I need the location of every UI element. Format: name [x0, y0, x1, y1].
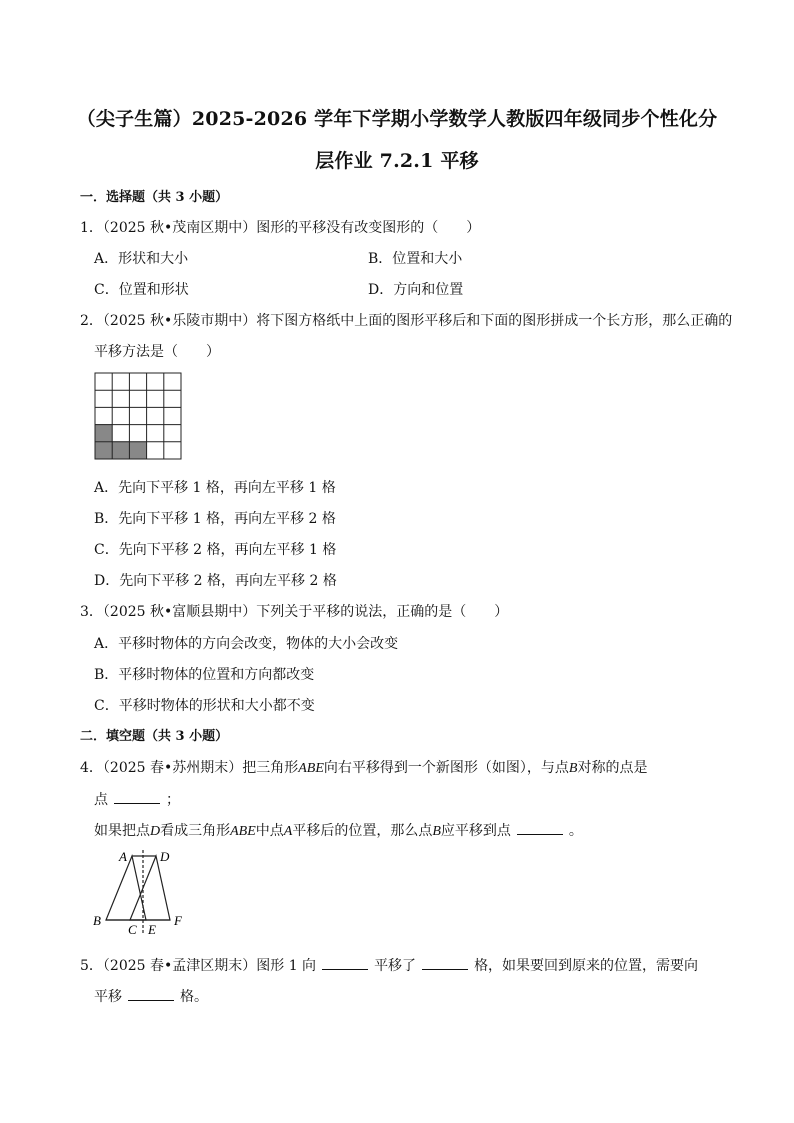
question-3-option-a: A．平移时物体的方向会改变，物体的大小会改变: [94, 636, 399, 652]
q4-text: 中点: [255, 823, 284, 839]
triangle-def-translated: [130, 856, 170, 920]
question-2-option-d: D．先向下平移 2 格，再向左平移 2 格: [94, 573, 337, 589]
question-1-stem: 1．（2025 秋•茂南区期中）图形的平移没有改变图形的（ ）: [80, 220, 481, 236]
question-2-option-c: C．先向下平移 2 格，再向左平移 1 格: [94, 542, 337, 558]
q4-point-name: A: [283, 824, 293, 839]
q4-text: ；: [166, 792, 180, 808]
q4-triangle-name: ABE: [298, 761, 324, 776]
q5-text: 格。: [180, 989, 208, 1005]
question-2-grid-figure: [94, 372, 182, 460]
section-heading-choice: 一．选择题（共 3 小题）: [80, 190, 229, 205]
answer-blank[interactable]: [114, 791, 160, 804]
answer-blank[interactable]: [422, 957, 468, 970]
q4-triangle-name: ABE: [230, 824, 256, 839]
answer-blank[interactable]: [517, 822, 563, 835]
question-4-stem-line-1: [80, 757, 647, 777]
point-label-d: D: [160, 849, 170, 864]
question-3-option-c: C．平移时物体的形状和大小都不变: [94, 698, 315, 714]
q4-text: 如果把点: [94, 823, 150, 839]
q4-text: 点: [94, 792, 108, 808]
question-4-stem-line-3: [94, 820, 583, 840]
question-4-translation-figure: [88, 846, 198, 938]
q4-text: 4．（2025 春•苏州期末）把三角形: [80, 760, 299, 776]
page-title-line-2: 层作业 7.2.1 平移: [315, 150, 479, 172]
answer-blank[interactable]: [322, 957, 368, 970]
question-2-stem-line-2: 平移方法是（ ）: [94, 344, 220, 360]
question-3-stem: 3．（2025 秋•富顺县期中）下列关于平移的说法，正确的是（ ）: [80, 604, 509, 620]
q4-text: 。: [568, 823, 583, 839]
grid-shaded-cell: [95, 424, 112, 441]
q4-text: 对称的点是: [577, 760, 648, 776]
grid-shaded-cell: [112, 441, 129, 458]
point-label-f: F: [174, 913, 182, 928]
q4-text: 向右平移得到一个新图形（如图），与点: [323, 760, 569, 776]
q4-point-name: D: [150, 824, 161, 839]
question-2-option-b: B．先向下平移 1 格，再向左平移 2 格: [94, 511, 336, 527]
q5-text: 格，如果要回到原来的位置，需要向: [474, 958, 699, 974]
question-2-stem-line-1: 2．（2025 秋•乐陵市期中）将下图方格纸中上面的图形平移后和下面的图形拼成一个长方形，那么正确的: [80, 313, 733, 329]
q4-text: 看成三角形: [160, 823, 231, 839]
q4-text: 平移后的位置，那么点: [292, 823, 433, 839]
q5-text: 平移了: [374, 958, 417, 974]
point-label-a: A: [119, 849, 127, 864]
triangle-abc-original: [106, 856, 146, 920]
q5-text: 5．（2025 春•孟津区期末）图形 1 向: [80, 958, 317, 974]
point-label-b: B: [93, 913, 101, 928]
grid-shaded-cell: [95, 441, 112, 458]
question-5-stem-line-1: [80, 955, 698, 975]
question-1-option-c: C．位置和形状: [94, 282, 189, 298]
answer-blank[interactable]: [128, 988, 174, 1001]
q5-text: 平移: [94, 989, 122, 1005]
point-label-e: E: [148, 922, 156, 937]
question-3-option-b: B．平移时物体的位置和方向都改变: [94, 667, 315, 683]
q4-point-name: B: [568, 761, 578, 776]
question-2-option-a: A．先向下平移 1 格，再向左平移 1 格: [94, 480, 336, 496]
q4-text: 应平移到点: [440, 823, 511, 839]
grid-shaded-cell: [129, 441, 146, 458]
question-4-stem-line-2: [94, 789, 180, 809]
q4-point-name: B: [432, 824, 441, 839]
point-label-c: C: [128, 922, 137, 937]
question-1-option-a: A．形状和大小: [94, 251, 189, 267]
question-1-option-b: B．位置和大小: [368, 251, 463, 267]
section-heading-fill-in: 二．填空题（共 3 小题）: [80, 729, 229, 744]
question-1-option-d: D．方向和位置: [368, 282, 464, 298]
page-title-line-1: （尖子生篇）2025-2026 学年下学期小学数学人教版四年级同步个性化分: [76, 108, 718, 130]
question-5-stem-line-2: [94, 986, 208, 1006]
